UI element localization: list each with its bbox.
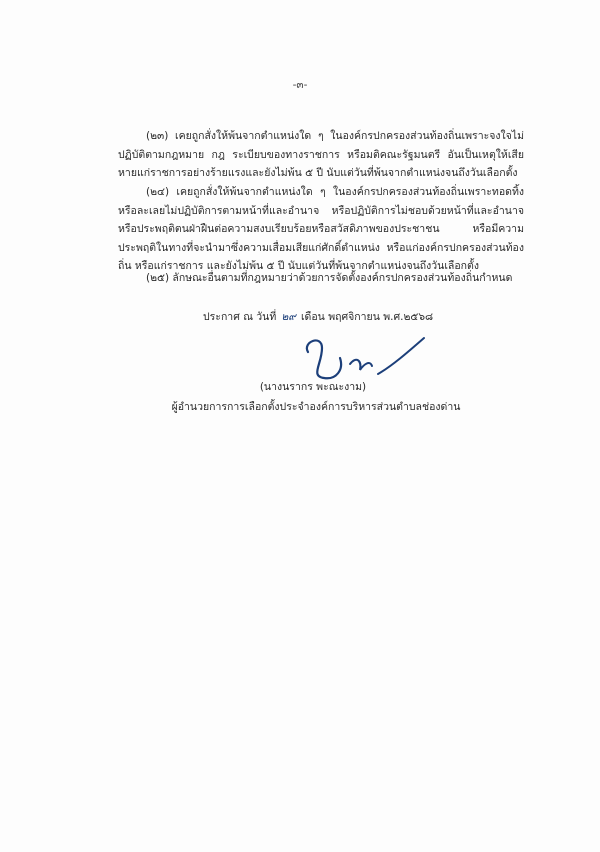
clause-24: (๒๔) เคยถูกสั่งให้พ้นจากตำแหน่งใด ๆ ในองค์กรปกครองส่วนท้องถิ่นเพราะทอดทิ้งหรือละเลยไม่ปฏิบัติการตามหน้าที่และอำนาจ หรือปฏิบัติการไม่ชอบด้วยหน้าที่และอำนาจ หรือประพฤติตนฝ่าฝืนต่อความสงบเรียบร้อยหรือสวัสดิภาพของประชาชน หรือมีความประพฤติในทางที่จะนำมาซึ่งความเสื่อมเสียแก่ศักดิ์ตำแหน่ง หรือแก่องค์กรปกครองส่วนท้องถิ่น หรือแก่ราชการ และยังไม่พ้น ๕ ปี นับแต่วันที่พ้นจากตำแหน่งจนถึงวันเลือกตั้ง <box>118 186 524 272</box>
announcement-date <box>203 308 433 325</box>
signer-title: ผู้อำนวยการการเลือกตั้งประจำองค์การบริหารส่วนตำบลช่องด่าน <box>171 401 461 413</box>
page-number: -๓- <box>292 79 308 91</box>
signature-image <box>300 330 428 382</box>
signer-name: (นางนรากร พะณะงาม) <box>259 381 367 393</box>
clause-23: (๒๓) เคยถูกสั่งให้พ้นจากตำแหน่งใด ๆ ในองค์กรปกครองส่วนท้องถิ่นเพราะจงใจไม่ปฏิบัติตามกฎหมาย กฎ ระเบียบของทางราชการ หรือมติคณะรัฐมนตรี อันเป็นเหตุให้เสียหายแก่ราชการอย่างร้ายแรงและยังไม่พ้น ๕ ปี นับแต่วันที่พ้นจากตำแหน่งจนถึงวันเลือกตั้ง <box>118 130 524 179</box>
clause-25: (๒๕) ลักษณะอื่นตามที่กฎหมายว่าด้วยการจัดตั้งองค์กรปกครองส่วนท้องถิ่นกำหนด <box>146 272 513 284</box>
date-day: ๒๙ <box>281 311 296 323</box>
date-prefix: ประกาศ ณ วันที่ <box>203 311 277 323</box>
date-suffix: เดือน พฤศจิกายน พ.ศ.๒๕๖๘ <box>300 311 434 323</box>
